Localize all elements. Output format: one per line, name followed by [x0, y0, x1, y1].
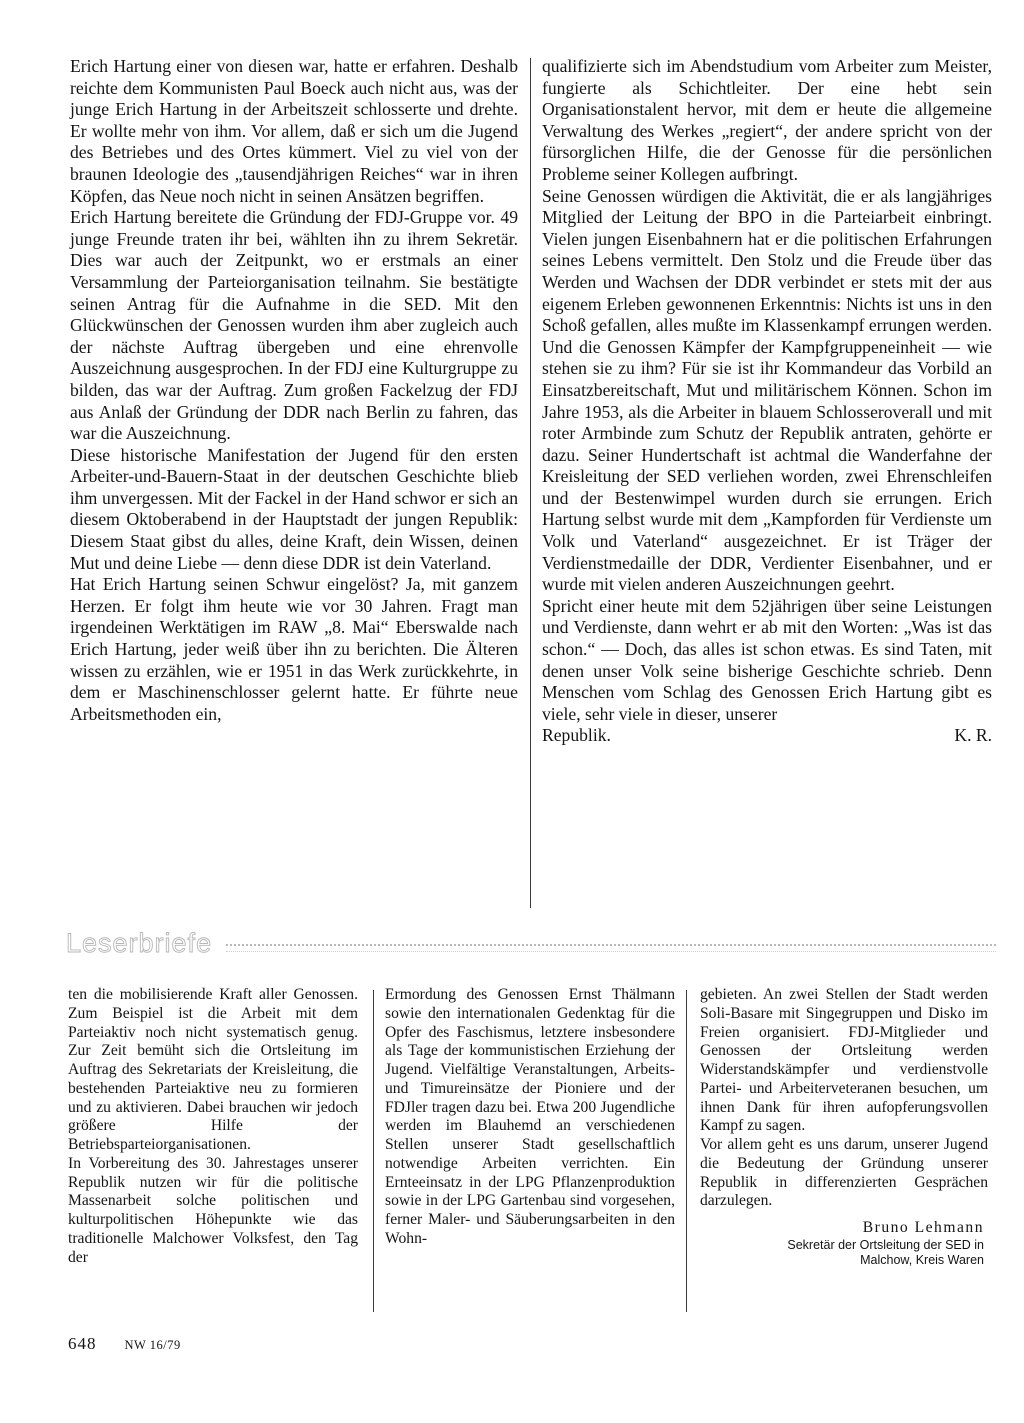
column-divider [373, 990, 374, 1312]
letter-column-1 [68, 986, 358, 1267]
article-column-right [542, 56, 992, 747]
article-paragraph: Hat Erich Hartung seinen Schwur eingelöst? Ja, mit ganzem Herzen. Er folgt ihm heute wie vor 30 Jahren. Fragt man irgendeinen Werktätigen im RAW „8. Mai“ Eberswalde nach Erich Hartung, jeder weiß über ihn zu berichten. Die Älteren wissen zu erzählen, wie er 1951 in das Werk zurückkehrte, in dem er Maschinenschlosser gelernt hatte. Er führte neue Arbeitsmethoden ein, [70, 574, 518, 724]
article-paragraph: Erich Hartung einer von diesen war, hatte er erfahren. Deshalb reichte dem Kommunisten Paul Boeck auch nicht aus, was der junge Erich Hartung in der Arbeitszeit schlosserte und drehte. Er wollte mehr von ihm. Vor allem, daß er sich um die Jugend des Betriebes und des Ortes kümmert. Viel zu viel von der braunen Ideologie des „tausendjährigen Reiches“ war in ihren Köpfen, das Neue noch nicht in seinen Ansätzen begriffen. [70, 56, 518, 206]
letter-paragraph: ten die mobilisierende Kraft aller Genossen. Zum Beispiel ist die Arbeit mit dem Parteiaktiv noch nicht systematisch genug. Zur Zeit bemüht sich die Ortsleitung im Auftrag des Sekretariats der Kreisleitung, die bestehenden Parteiaktive neu zu formieren und zu aktivieren. Dabei brauchen wir jedoch größere Hilfe der Betriebsparteiorganisationen. [68, 986, 358, 1153]
article-paragraph: Erich Hartung bereitete die Gründung der FDJ-Gruppe vor. 49 junge Freunde traten ihr bei, wählten ihn zu ihrem Sekretär. Dies war auch der Zeitpunkt, wo er erstmals an einer Versammlung der Parteiorganisation teilnahm. Sie bestätigte seinen Antrag für die Aufnahme in die SED. Mit den Glückwünschen der Genossen wurden ihm aber zugleich auch der nächste Auftrag übergeben und eine ehrenvolle Auszeichnung ausgesprochen. In der FDJ eine Kulturgruppe zu bilden, das war der Auftrag. Zum großen Fackelzug der FDJ aus Anlaß der Gründung der DDR nach Berlin zu fahren, das war die Auszeichnung. [70, 207, 518, 444]
closing-word: Republik. [542, 725, 611, 746]
column-divider [686, 990, 687, 1312]
page-number: 648 [68, 1334, 97, 1353]
page-footer [68, 1334, 181, 1354]
article-paragraph: Und die Genossen Kämpfer der Kampfgruppeneinheit — wie stehen sie zu ihm? Für sie ist ihr Kommandeur das Vorbild an Einsatzbereitschaft, Mut und militärischem Können. Schon im Jahre 1953, als die Arbeiter in blauem Schlosseroverall und mit roter Armbinde zum Schutz der Republik antraten, gehörte er dazu. Seiner Hundertschaft ist achtmal die Wanderfahne der Kreisleitung der SED verliehen worden, zwei Ehrenschleifen und der Bestenwimpel wurden durch sie errungen. Erich Hartung selbst wurde mit dem „Kampforden für Verdienste um Volk und Vaterland“ ausgezeichnet. Er ist Träger der Verdienstmedaille der DDR, Verdienter Eisenbahner, und er wurde mit vielen anderen Auszeichnungen geehrt. [542, 336, 992, 595]
issue-label: NW 16/79 [124, 1338, 181, 1352]
letter-paragraph: In Vorbereitung des 30. Jahrestages unserer Republik nutzen wir für die politische Massenarbeit solche politischen und kulturpolitischen Höhepunkte wie das traditionelle Malchower Volksfest, den Tag der [68, 1154, 358, 1266]
letter-column-3 [700, 986, 988, 1268]
article-paragraph: qualifizierte sich im Abendstudium vom Arbeiter zum Meister, fungierte als Schichtleiter. Der eine hebt sein Organisationstalent hervor, mit dem er heute die allgemeine Verwaltung des Werkes „regiert“, der andere spricht von der fürsorglichen Hilfe, die der Genosse für die persönlichen Probleme seiner Kollegen aufbringt. [542, 56, 992, 184]
signature-name: Bruno Lehmann [862, 1219, 984, 1236]
letter-paragraph: Ermordung des Genossen Ernst Thälmann sowie den internationalen Gedenktag für die Opfer des Faschismus, letztere insbesondere als Tage der kommunistischen Erziehung der Jugend. Vielfältige Veranstaltungen, Arbeits- und Timureinsätze der Pioniere und der FDJler tragen dazu bei. Etwa 200 Jugendliche werden im Blauhemd an verschiedenen Stellen unserer Stadt gesellschaftlich notwendige Arbeiten verrichten. Ein Ernteeinsatz in der LPG Pflanzenproduktion sowie in der LPG Gartenbau sind vorgesehen, ferner Maler- und Säuberungsarbeiten in den Wohn- [385, 986, 675, 1247]
article-column-left [70, 56, 518, 725]
article-paragraph: Seine Genossen würdigen die Aktivität, die er als langjähriges Mitglied der Leitung der BPO in die Parteiarbeit einbringt. Vielen jungen Eisenbahnern hat er die politischen Erfahrungen seines Lebens vermittelt. Den Stolz und die Freude über das Werden und Wachsen der DDR verbindet er stets mit der aus eigenem Erleben gewonnenen Erkenntnis: Nichts ist uns in den Schoß gefallen, alles mußte im Klassenkampf errungen werden. [542, 185, 992, 336]
section-rule [226, 944, 996, 952]
letter-column-2 [385, 986, 675, 1249]
article-signoff [542, 725, 992, 747]
author-initials: K. R. [954, 725, 992, 746]
letter-paragraph: gebieten. An zwei Stellen der Stadt werden Soli-Basare mit Singegruppen und Disko im Freien organisiert. FDJ-Mitglieder und Genossen der Ortsleitung werden Widerstandskämpfer und verdienstvolle Partei- und Arbeiterveteranen besuchen, um ihnen Dank für ihren aufopferungsvollen Kampf zu sagen. [700, 986, 988, 1135]
signature-role: Sekretär der Ortsleitung der SED in [787, 1237, 984, 1252]
section-header [66, 928, 996, 958]
article-paragraph: Diese historische Manifestation der Jugend für den ersten Arbeiter-und-Bauern-Staat in der deutschen Geschichte blieb ihm unvergessen. Mit der Fackel in der Hand schwor er sich an diesem Oktoberabend in der Hauptstadt der jungen Republik: Diesem Staat gibst du alles, deine Kraft, dein Wissen, deinen Mut und deine Liebe — denn diese DDR ist dein Vaterland. [70, 444, 518, 573]
section-title: Leserbriefe [66, 927, 213, 958]
article-paragraph: Spricht einer heute mit dem 52jährigen über seine Leistungen und Verdienste, dann wehrt er ab mit den Worten: „Was ist das schon.“ — Doch, das alles ist schon etwas. Es sind Taten, mit denen unser Volk seine bisherige Geschichte schrieb. Denn Menschen vom Schlag des Genossen Erich Hartung gibt es viele, sehr viele in dieser, unserer [542, 595, 992, 724]
letter-paragraph: Vor allem geht es uns darum, unserer Jugend die Bedeutung der Gründung unserer Republik in differenzierten Gesprächen darzulegen. [700, 1136, 988, 1210]
signature-location: Malchow, Kreis Waren [860, 1252, 984, 1267]
column-divider [530, 58, 531, 908]
